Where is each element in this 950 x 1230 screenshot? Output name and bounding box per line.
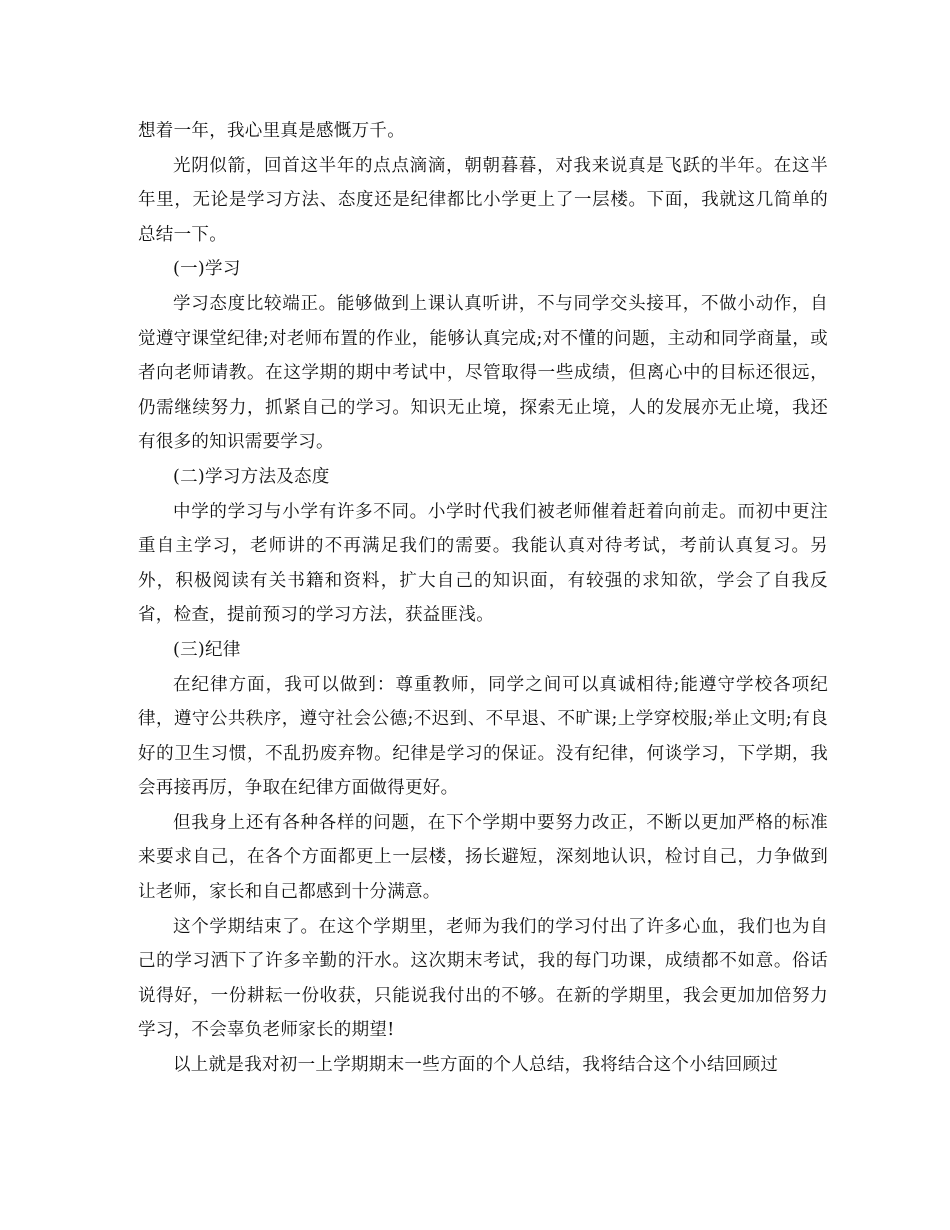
paragraph-conclusion: 以上就是我对初一上学期期末一些方面的个人总结，我将结合这个小结回顾过 — [173, 1055, 779, 1076]
section-heading-discipline: (三)纪律 — [173, 639, 241, 660]
paragraph-discipline: 在纪律方面，我可以做到：尊重教师，同学之间可以真诚相待;能遵守学校各项纪律，遵守公共秩序，遵守社会公德;不迟到、不早退、不旷课;上学穿校服;举止文明;有良好的卫生习惯，不乱扔废弃物。纪律是学习的保证。没有纪律，何谈学习，下学期，我会再接再厉，争取在纪律方面做得更好。 — [138, 674, 828, 799]
paragraph-study: 学习态度比较端正。能够做到上课认真听讲，不与同学交头接耳，不做小动作，自觉遵守课堂纪律;对老师布置的作业，能够认真完成;对不懂的问题，主动和同学商量，或者向老师请教。在这学期的期中考试中，尽管取得一些成绩，但离心中的目标还很远，仍需继续努力，抓紧自己的学习。知识无止境，探索无止境，人的发展亦无止境，我还有很多的知识需要学习。 — [138, 293, 828, 453]
paragraph-intro: 光阴似箭，回首这半年的点点滴滴，朝朝暮暮，对我来说真是飞跃的半年。在这半年里，无论是学习方法、态度还是纪律都比小学更上了一层楼。下面，我就这几简单的总结一下。 — [138, 155, 828, 245]
paragraph-improvement: 但我身上还有各种各样的问题，在下个学期中要努力改正，不断以更加严格的标准来要求自己，在各个方面都更上一层楼，扬长避短，深刻地认识，检讨自己，力争做到让老师，家长和自己都感到十分满意。 — [138, 812, 828, 903]
document-page — [138, 114, 828, 1083]
section-heading-study: (一)学习 — [173, 259, 241, 280]
paragraph-semester-end: 这个学期结束了。在这个学期里，老师为我们的学习付出了许多心血，我们也为自己的学习洒下了许多辛勤的汗水。这次期末考试，我的每门功课，成绩都不如意。俗话说得好，一份耕耘一份收获，只能说我付出的不够。在新的学期里，我会更加加倍努力学习，不会辜负老师家长的期望! — [138, 916, 828, 1041]
section-heading-methods: (二)学习方法及态度 — [173, 466, 330, 487]
paragraph-methods: 中学的学习与小学有许多不同。小学时代我们被老师催着赶着向前走。而初中更注重自主学习，老师讲的不再满足我们的需要。我能认真对待考试，考前认真复习。另外，积极阅读有关书籍和资料，扩大自己的知识面，有较强的求知欲，学会了自我反省，检查，提前预习的学习方法，获益匪浅。 — [138, 501, 828, 626]
paragraph-continuation: 想着一年，我心里真是感慨万千。 — [138, 121, 405, 141]
